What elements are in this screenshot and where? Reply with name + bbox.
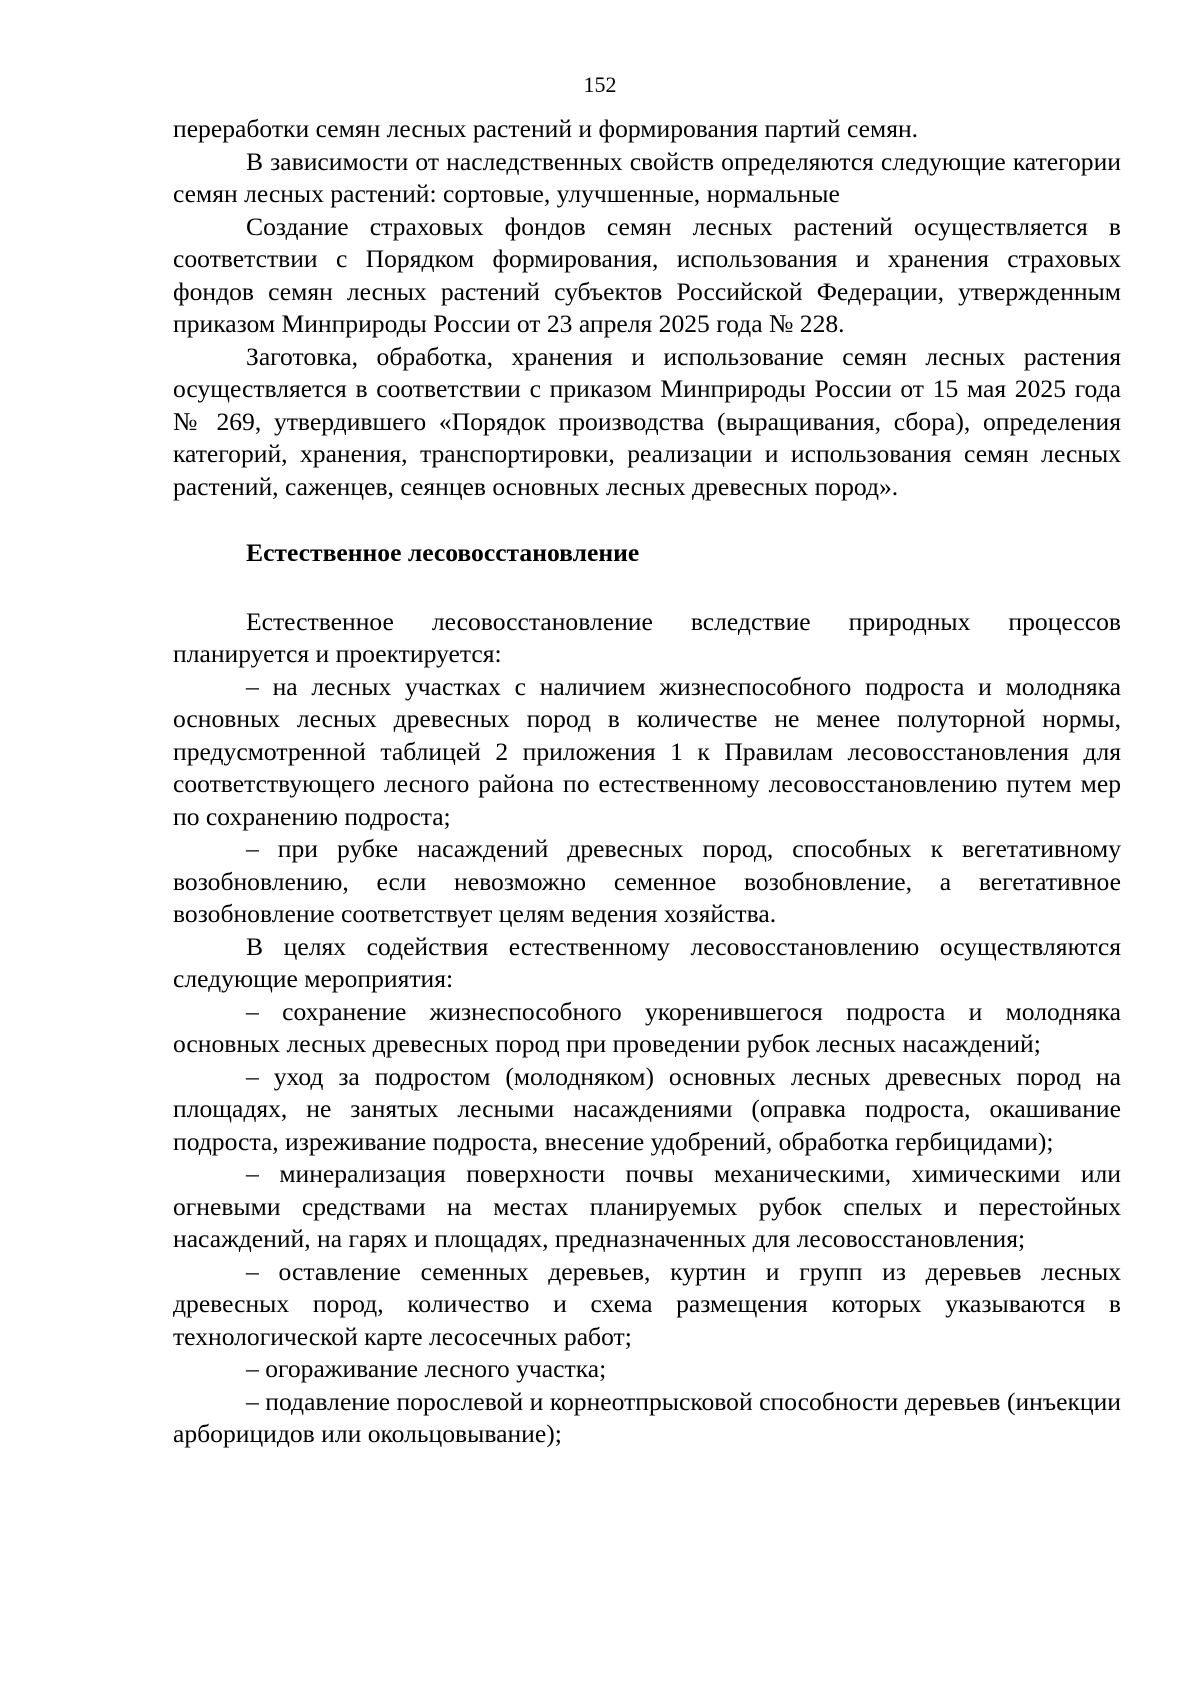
list-item: – сохранение жизнеспособного укоренившегося подроста и молодняка основных лесных древесных пород при проведении рубок лесных насаждений; [173,996,1121,1058]
list-item: – на лесных участках с наличием жизнеспособного подроста и молодняка основных лесных древесных пород в количестве не менее полуторной нормы, предусмотренной таблицей 2 приложения 1 к Правилам лесовосстановления для соответствующего лесного района по естественному лесовосстановлению путем мер по сохранению подроста; [173,671,1121,831]
list-item: – огораживание лесного участка; [246,1354,607,1383]
paragraph-insurance-funds: Создание страховых фондов семян лесных растений осуществляется в соответствии с Порядком формирования, использования и хранения страховых фондов семян лесных растений субъектов Российской Федерации, утвержденным приказом Минприроды России от 23 апреля 2025 года № 228. [173,211,1121,338]
page-number: 152 [583,72,617,97]
paragraph-seed-procurement: Заготовка, обработка, хранения и использование семян лесных растения осуществляется в соответствии с приказом Минприроды России от 15 мая 2025 года № 269, утвердившего «Порядок производства (выращивания, сбора), определения категорий, хранения, транспортировки, реализации и использования семян лесных растений, саженцев, сеянцев основных лесных древесных пород». [173,341,1121,501]
paragraph-measures-intro: В целях содействия естественному лесовосстановлению осуществляются следующие мероприятия: [173,931,1121,993]
paragraph-seed-categories: В зависимости от наследственных свойств определяются следующие категории семян лесных растений: сортовые, улучшенные, нормальные [173,146,1121,208]
list-item: – оставление семенных деревьев, куртин и групп из деревьев лесных древесных пород, количество и схема размещения которых указываются в технологической карте лесосечных работ; [173,1256,1121,1351]
section-heading: Естественное лесовосстановление [246,538,640,567]
paragraph-natural-regeneration-intro: Естественное лесовосстановление вследствие природных процессов планируется и проектируется: [173,606,1121,668]
paragraph-continuation: переработки семян лесных растений и формирования партий семян. [173,114,919,143]
list-item: – при рубке насаждений древесных пород, способных к вегетативному возобновлению, если невозможно семенное возобновление, а вегетативное возобновление соответствует целям ведения хозяйства. [173,834,1121,928]
list-item: – подавление порослевой и корнеотпрысковой способности деревьев (инъекции арборицидов или окольцовывание); [173,1386,1121,1448]
document-body [173,113,1121,1451]
list-item: – минерализация поверхности почвы механическими, химическими или огневыми средствами на местах планируемых рубок спелых и перестойных насаждений, на гарях и площадях, предназначенных для лесовосстановления; [173,1159,1121,1253]
list-item: – уход за подростом (молодняком) основных лесных древесных пород на площадях, не занятых лесными насаждениями (оправка подроста, окашивание подроста, изреживание подроста, внесение удобрений, обработка гербицидами); [173,1061,1121,1156]
